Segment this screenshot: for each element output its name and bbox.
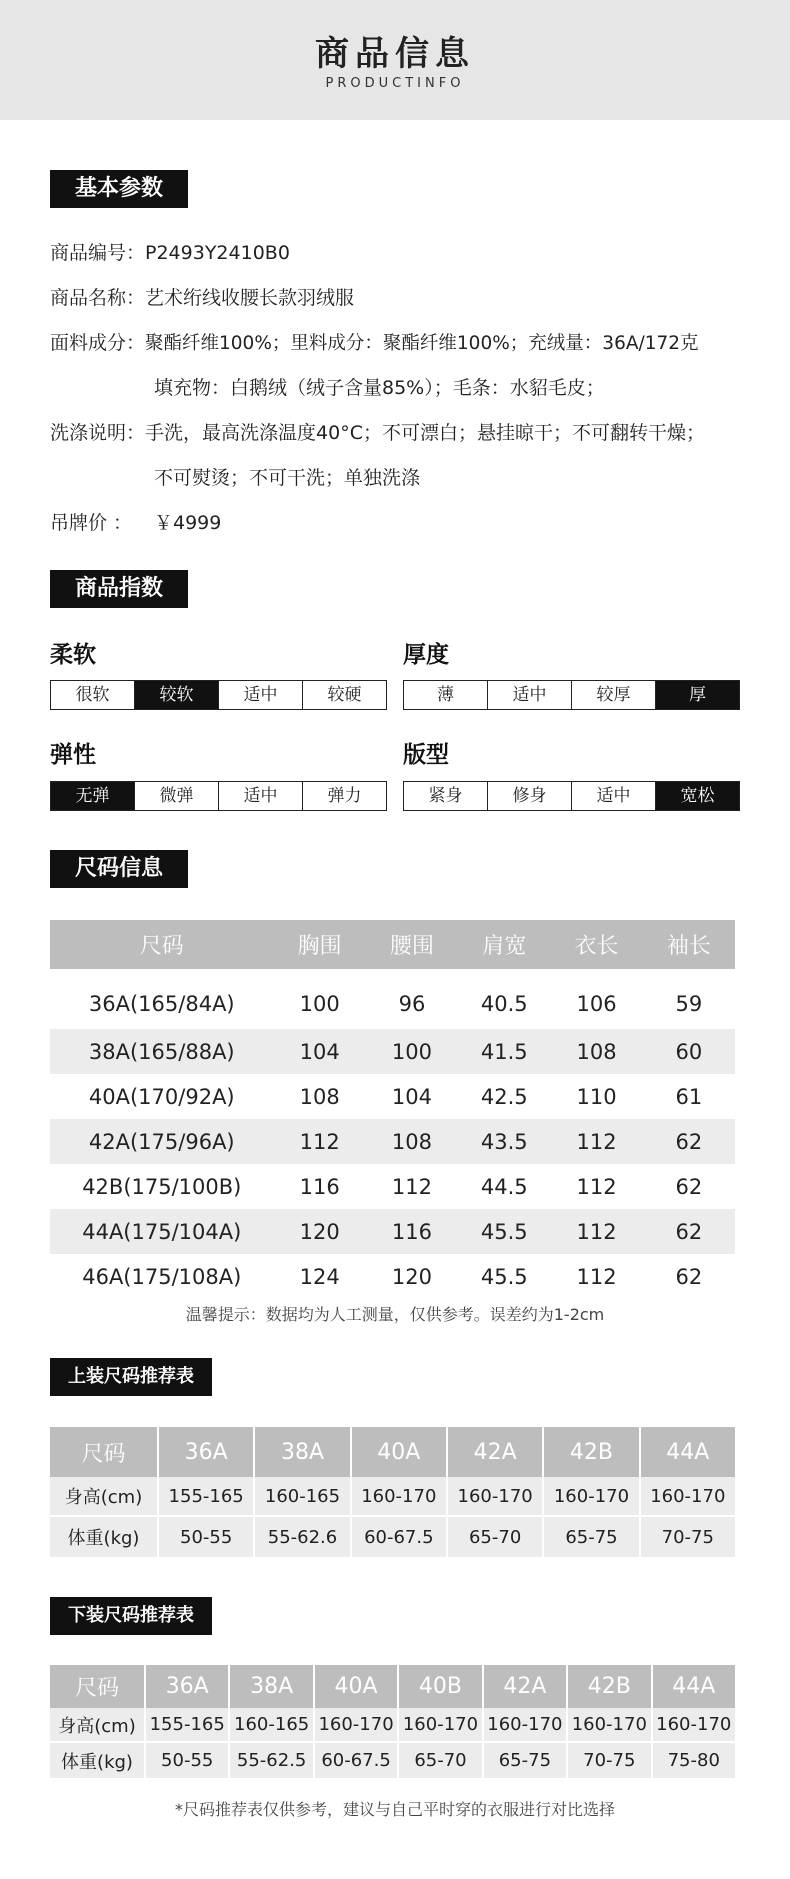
recommend-cell: 160-165 bbox=[230, 1708, 312, 1743]
index-title-fit: 版型 bbox=[403, 742, 449, 768]
recommend-cell: 55-62.5 bbox=[230, 1743, 312, 1778]
basic-key: 商品名称： bbox=[50, 287, 146, 309]
recommend-cell: 65-75 bbox=[544, 1517, 638, 1557]
recommend-cell: 160-165 bbox=[255, 1477, 349, 1517]
recommend-cell: 体重(kg) bbox=[50, 1517, 157, 1557]
section-tag-bottom-recommend: 下装尺码推荐表 bbox=[50, 1597, 212, 1635]
basic-value: 不可熨烫；不可干洗；单独洗涤 bbox=[154, 467, 421, 489]
fit-scale bbox=[403, 781, 740, 811]
basic-value: 艺术绗线收腰长款羽绒服 bbox=[145, 287, 355, 309]
size-table-header bbox=[50, 920, 735, 969]
size-table-row bbox=[50, 1164, 735, 1209]
size-cell: 116 bbox=[366, 1209, 458, 1254]
size-cell: 108 bbox=[299, 1084, 340, 1109]
size-cell: 100 bbox=[299, 992, 340, 1016]
recommend-header-cell: 40B bbox=[399, 1665, 481, 1708]
recommend-header-cell: 40A bbox=[352, 1427, 446, 1477]
index-title-elasticity: 弹性 bbox=[50, 742, 96, 768]
size-cell: 120 bbox=[391, 1264, 433, 1289]
scale-option: 适中 bbox=[487, 681, 571, 709]
size-cell: 61 bbox=[675, 1084, 703, 1109]
basic-row bbox=[50, 238, 290, 265]
size-cell: 108 bbox=[366, 1119, 458, 1164]
recommend-header-cell: 44A bbox=[641, 1427, 735, 1477]
size-cell: 41.5 bbox=[458, 1029, 550, 1074]
size-table bbox=[50, 920, 735, 1299]
scale-option: 很软 bbox=[75, 685, 110, 705]
scale-option: 较软 bbox=[134, 681, 218, 709]
recommend-header-cell: 44A bbox=[653, 1665, 735, 1708]
recommend-header-row bbox=[50, 1665, 735, 1708]
elasticity-scale bbox=[50, 781, 387, 811]
bottom-recommend-table bbox=[48, 1665, 737, 1778]
recommend-cell: 160-170 bbox=[399, 1708, 481, 1743]
scale-option: 宽松 bbox=[655, 782, 739, 810]
basic-key: 洗涤说明： bbox=[50, 422, 146, 444]
size-cell: 44A(175/104A) bbox=[50, 1209, 274, 1254]
size-cell: 46A(175/108A) bbox=[82, 1264, 242, 1289]
recommend-row bbox=[50, 1708, 735, 1743]
size-cell: 60 bbox=[643, 1029, 735, 1074]
size-cell: 44.5 bbox=[480, 1174, 528, 1199]
recommend-cell: 身高(cm) bbox=[50, 1477, 157, 1517]
size-cell: 42.5 bbox=[480, 1084, 528, 1109]
page-subtitle: PRODUCTINFO bbox=[325, 76, 465, 91]
recommend-cell: 75-80 bbox=[653, 1743, 735, 1778]
size-cell: 62 bbox=[675, 1174, 703, 1199]
size-cell: 62 bbox=[643, 1209, 735, 1254]
scale-option: 薄 bbox=[437, 685, 454, 705]
basic-key: 吊牌价 ： bbox=[50, 512, 133, 534]
size-header-cell: 袖长 bbox=[643, 920, 735, 969]
page-title: 商品信息 bbox=[315, 34, 475, 74]
recommend-cell: 155-165 bbox=[146, 1708, 228, 1743]
size-cell: 120 bbox=[274, 1209, 366, 1254]
section-tag-size: 尺码信息 bbox=[50, 850, 188, 888]
size-cell: 59 bbox=[675, 992, 703, 1016]
basic-row bbox=[50, 508, 221, 535]
recommend-cell: 50-55 bbox=[146, 1743, 228, 1778]
size-cell: 112 bbox=[576, 1174, 617, 1199]
recommend-header-cell: 42B bbox=[568, 1665, 650, 1708]
size-table-row bbox=[50, 1119, 735, 1164]
size-cell: 104 bbox=[391, 1084, 433, 1109]
size-cell: 40A(170/92A) bbox=[88, 1084, 235, 1109]
recommend-header-cell: 38A bbox=[230, 1665, 312, 1708]
size-cell: 110 bbox=[576, 1084, 617, 1109]
recommend-row bbox=[50, 1477, 735, 1517]
size-cell: 62 bbox=[675, 1264, 703, 1289]
recommend-cell: 155-165 bbox=[159, 1477, 253, 1517]
recommend-cell: 160-170 bbox=[653, 1708, 735, 1743]
index-title-thickness: 厚度 bbox=[403, 642, 449, 668]
recommend-header-cell: 40A bbox=[315, 1665, 397, 1708]
size-cell: 106 bbox=[576, 992, 617, 1016]
scale-option: 适中 bbox=[218, 681, 302, 709]
size-cell: 100 bbox=[366, 1029, 458, 1074]
recommend-cell: 160-170 bbox=[484, 1708, 566, 1743]
recommend-header-cell: 42B bbox=[544, 1427, 638, 1477]
basic-key: 面料成分： bbox=[50, 332, 146, 354]
size-cell: 40.5 bbox=[480, 992, 528, 1016]
scale-option: 厚 bbox=[655, 681, 739, 709]
size-table-row bbox=[50, 1254, 735, 1299]
size-cell: 45.5 bbox=[480, 1264, 528, 1289]
size-cell: 124 bbox=[299, 1264, 340, 1289]
section-tag-basic: 基本参数 bbox=[50, 170, 188, 208]
recommend-cell: 65-70 bbox=[448, 1517, 542, 1557]
size-cell: 45.5 bbox=[458, 1209, 550, 1254]
size-table-row bbox=[50, 1074, 735, 1119]
basic-row bbox=[50, 283, 354, 310]
recommend-cell: 160-170 bbox=[641, 1477, 735, 1517]
size-note: 温馨提示：数据均为人工测量，仅供参考。误差约为1-2cm bbox=[185, 1305, 605, 1324]
recommend-row bbox=[50, 1517, 735, 1557]
scale-option: 微弹 bbox=[134, 782, 218, 810]
recommend-cell: 体重(kg) bbox=[50, 1743, 144, 1778]
size-cell: 62 bbox=[643, 1119, 735, 1164]
recommend-header-cell: 尺码 bbox=[50, 1665, 144, 1708]
section-tag-index: 商品指数 bbox=[50, 570, 188, 608]
recommend-cell: 160-170 bbox=[568, 1708, 650, 1743]
recommend-cell: 身高(cm) bbox=[50, 1708, 144, 1743]
scale-option: 弹力 bbox=[302, 782, 386, 810]
recommend-cell: 70-75 bbox=[568, 1743, 650, 1778]
size-cell: 112 bbox=[576, 1264, 617, 1289]
recommend-header-cell: 36A bbox=[159, 1427, 253, 1477]
price-value: ￥4999 bbox=[154, 512, 222, 534]
scale-option: 修身 bbox=[487, 782, 571, 810]
scale-option: 适中 bbox=[571, 782, 655, 810]
size-header-cell: 胸围 bbox=[274, 920, 366, 969]
recommend-cell: 160-170 bbox=[544, 1477, 638, 1517]
recommend-header-cell: 42A bbox=[484, 1665, 566, 1708]
index-title-softness: 柔软 bbox=[50, 642, 96, 668]
recommend-cell: 65-75 bbox=[484, 1743, 566, 1778]
basic-row bbox=[154, 373, 605, 400]
size-header-cell: 衣长 bbox=[550, 920, 642, 969]
recommend-header-cell: 尺码 bbox=[50, 1427, 157, 1477]
recommend-cell: 160-170 bbox=[352, 1477, 446, 1517]
size-table-row bbox=[50, 969, 735, 1029]
basic-key: 商品编号： bbox=[50, 242, 146, 264]
recommend-cell: 50-55 bbox=[159, 1517, 253, 1557]
recommend-cell: 160-170 bbox=[315, 1708, 397, 1743]
size-cell: 112 bbox=[391, 1174, 433, 1199]
size-cell: 38A(165/88A) bbox=[50, 1029, 274, 1074]
size-cell: 42B(175/100B) bbox=[82, 1174, 242, 1199]
softness-scale bbox=[50, 680, 387, 710]
scale-option: 紧身 bbox=[428, 786, 463, 806]
size-cell: 108 bbox=[550, 1029, 642, 1074]
basic-row bbox=[50, 328, 699, 355]
basic-value: P2493Y2410B0 bbox=[145, 242, 290, 264]
recommend-header-cell: 36A bbox=[146, 1665, 228, 1708]
size-table-row bbox=[50, 1029, 735, 1074]
size-header-cell: 肩宽 bbox=[458, 920, 550, 969]
recommend-header-row bbox=[50, 1427, 735, 1477]
size-cell: 36A(165/84A) bbox=[88, 992, 235, 1016]
recommend-cell: 60-67.5 bbox=[352, 1517, 446, 1557]
size-cell: 116 bbox=[299, 1174, 340, 1199]
size-header-cell: 腰围 bbox=[366, 920, 458, 969]
page-header bbox=[0, 0, 790, 120]
recommend-cell: 70-75 bbox=[641, 1517, 735, 1557]
basic-value: 填充物：白鹅绒（绒子含量85%）；毛条：水貂毛皮； bbox=[154, 377, 605, 399]
recommend-header-cell: 38A bbox=[255, 1427, 349, 1477]
top-recommend-table bbox=[48, 1427, 737, 1557]
scale-option: 较厚 bbox=[571, 681, 655, 709]
size-cell: 112 bbox=[550, 1209, 642, 1254]
scale-option: 较硬 bbox=[302, 681, 386, 709]
size-cell: 42A(175/96A) bbox=[50, 1119, 274, 1164]
scale-option: 无弹 bbox=[51, 782, 134, 810]
recommend-cell: 60-67.5 bbox=[315, 1743, 397, 1778]
recommend-cell: 65-70 bbox=[399, 1743, 481, 1778]
footer-note: *尺码推荐表仅供参考，建议与自己平时穿的衣服进行对比选择 bbox=[174, 1800, 615, 1819]
recommend-header-cell: 42A bbox=[448, 1427, 542, 1477]
thickness-scale bbox=[403, 680, 740, 710]
basic-value: 聚酯纤维100%；里料成分：聚酯纤维100%；充绒量：36A/172克 bbox=[145, 333, 699, 354]
recommend-cell: 55-62.6 bbox=[255, 1517, 349, 1557]
size-cell: 104 bbox=[274, 1029, 366, 1074]
size-cell: 112 bbox=[550, 1119, 642, 1164]
section-tag-top-recommend: 上装尺码推荐表 bbox=[50, 1358, 212, 1396]
recommend-row bbox=[50, 1743, 735, 1778]
recommend-cell: 160-170 bbox=[448, 1477, 542, 1517]
basic-value: 手洗，最高洗涤温度40°C；不可漂白；悬挂晾干；不可翻转干燥； bbox=[145, 422, 705, 444]
basic-row bbox=[50, 418, 705, 445]
size-table-row bbox=[50, 1209, 735, 1254]
size-cell: 43.5 bbox=[458, 1119, 550, 1164]
scale-option: 适中 bbox=[218, 782, 302, 810]
size-header-cell: 尺码 bbox=[50, 920, 274, 969]
size-cell: 112 bbox=[274, 1119, 366, 1164]
size-cell: 96 bbox=[398, 992, 426, 1016]
basic-row bbox=[154, 463, 420, 490]
